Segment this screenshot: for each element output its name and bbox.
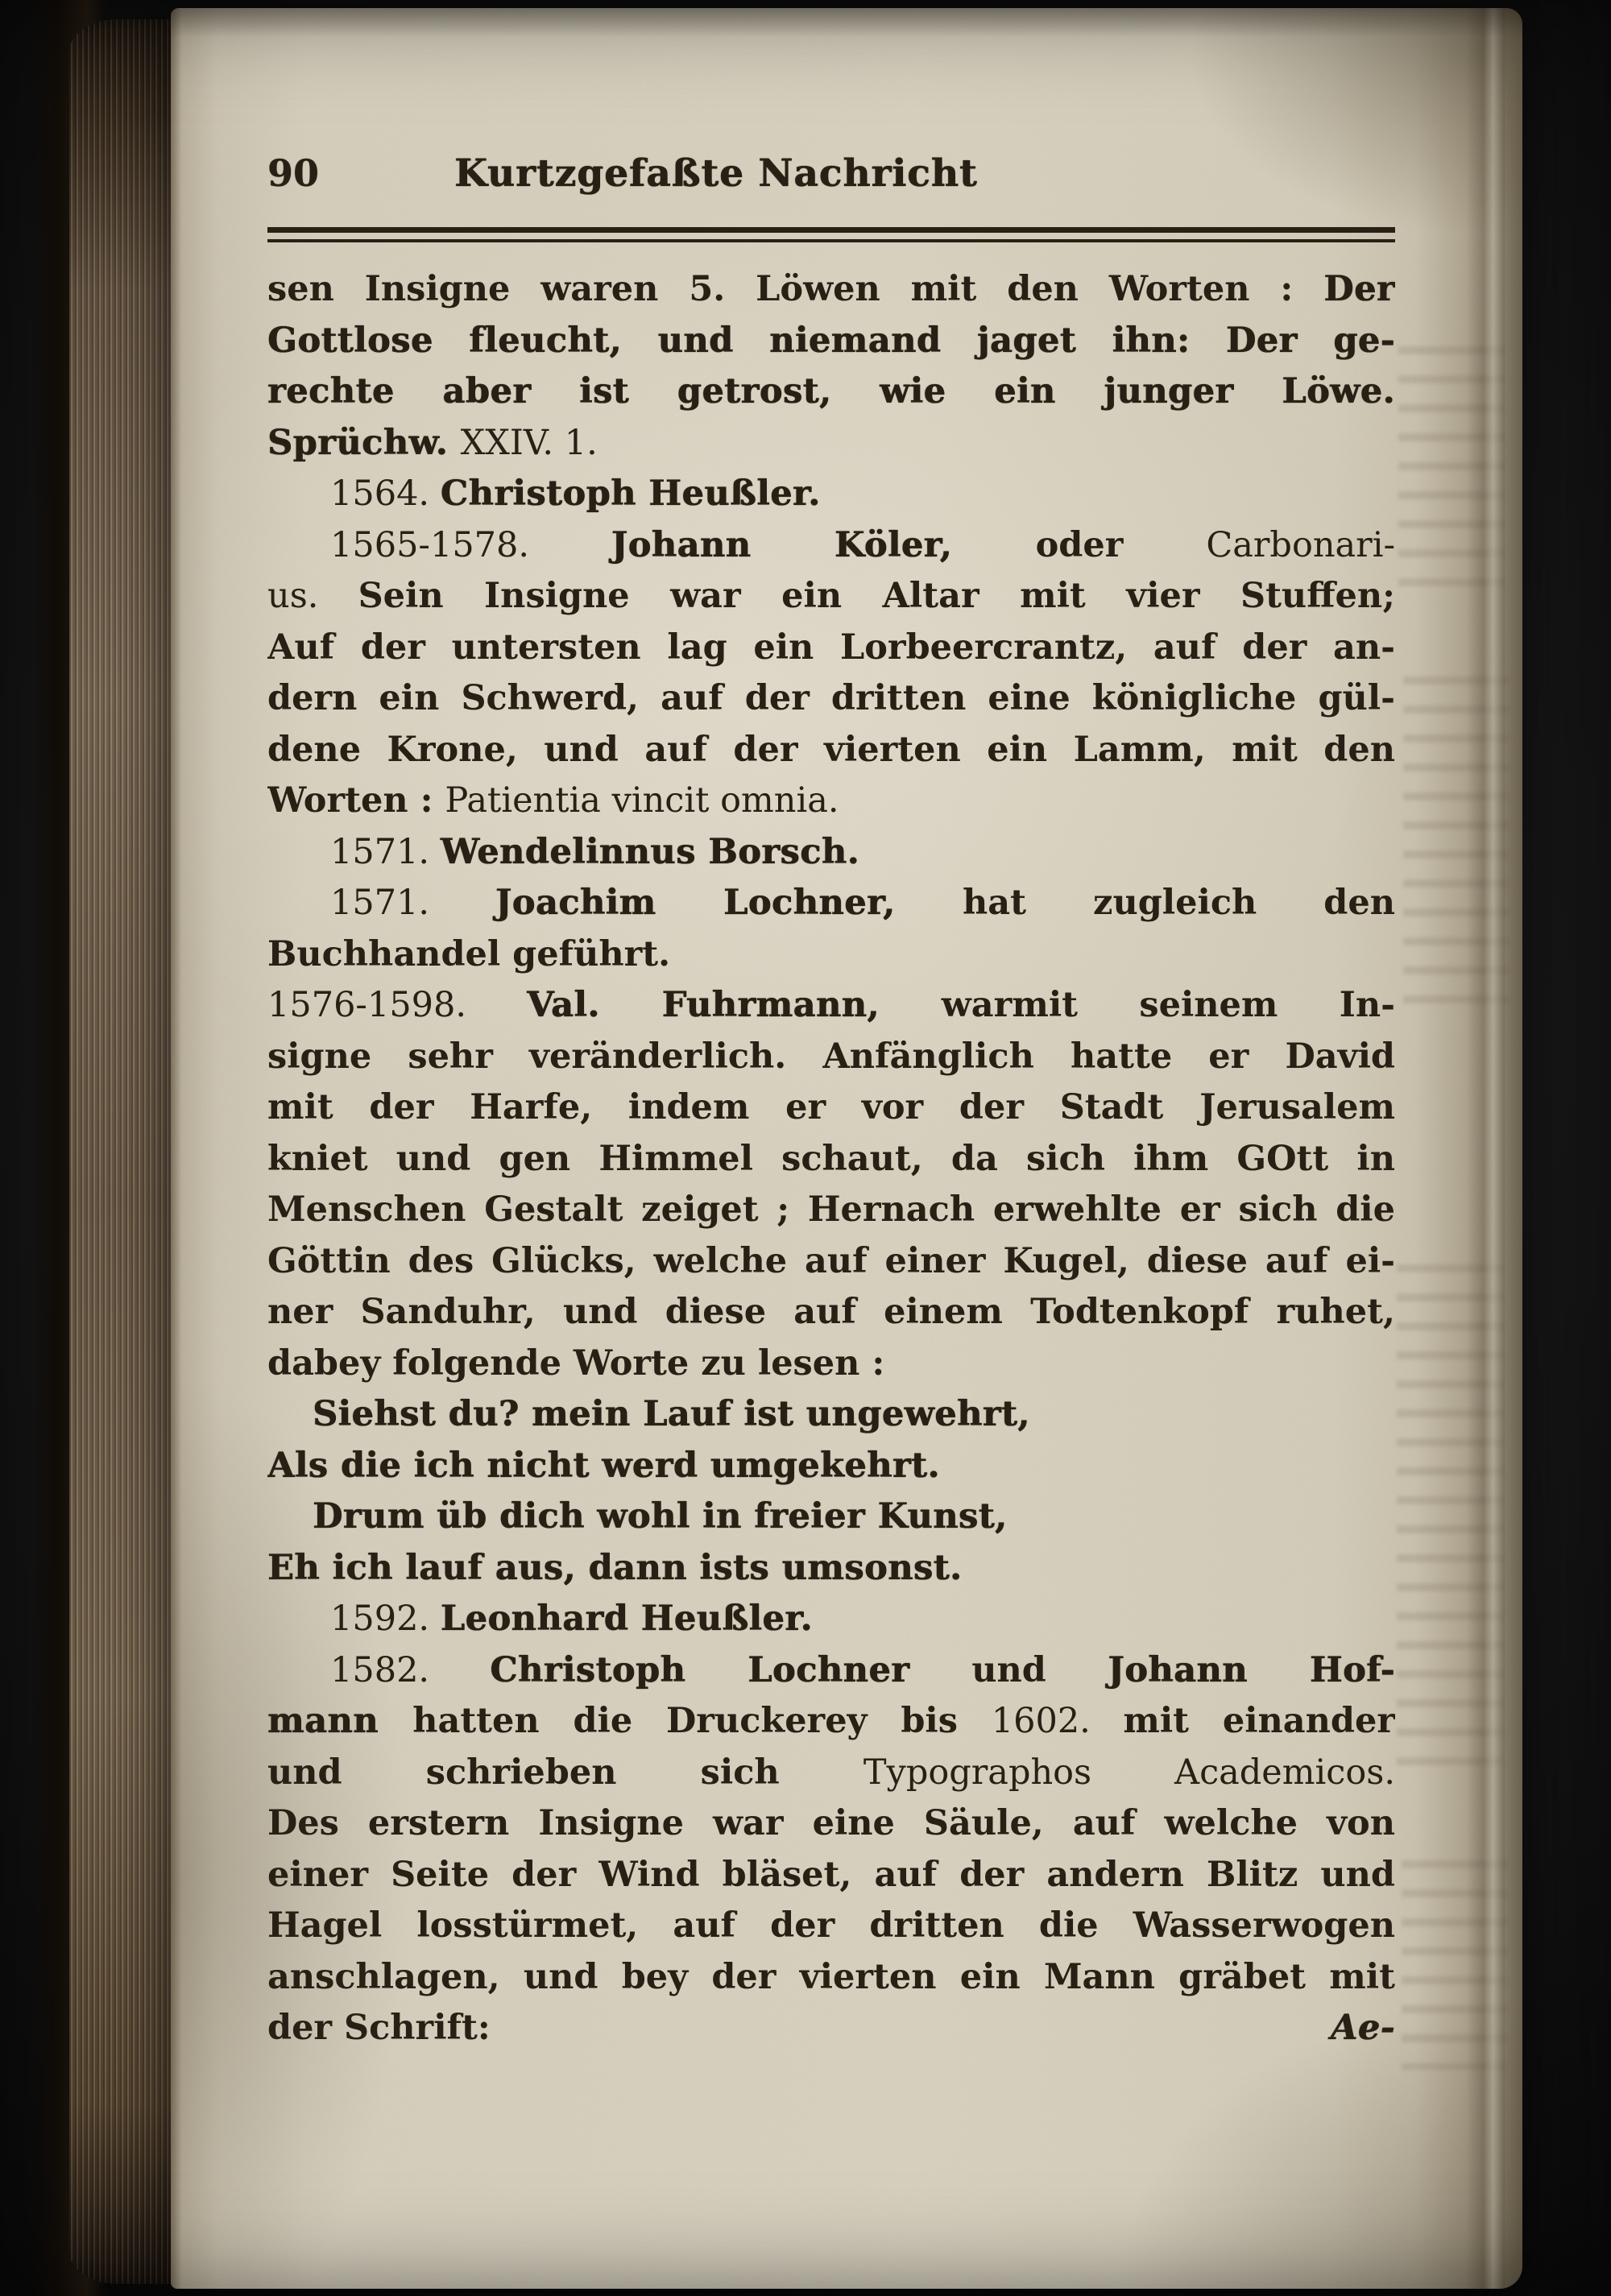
text-line	[267, 520, 1395, 572]
text-segment: Siehst du? mein Lauf ist ungewehrt,	[313, 1394, 1030, 1434]
text-segment: Sprüchw.	[267, 422, 461, 463]
text-segment: Patientia vincit omnia.	[445, 780, 839, 821]
text-line	[267, 418, 1395, 470]
text-segment: dene Krone, und auf der vierten ein Lamm, mit den	[267, 729, 1395, 770]
text-segment: Des erstern Insigne war eine Säule, auf welche von	[267, 1803, 1395, 1843]
text-segment: Joachim Lochner,	[495, 883, 963, 923]
text-segment: sen Insigne waren 5. Löwen mit den Worten :	[267, 269, 1324, 309]
text-segment: mit einander	[1123, 1701, 1395, 1741]
text-segment: 1592.	[330, 1599, 441, 1639]
text-segment: und schrieben sich	[267, 1752, 863, 1793]
text-line	[267, 1798, 1395, 1850]
text-line	[267, 469, 1395, 520]
text-line	[267, 1236, 1395, 1288]
text-segment: Christoph Heußler.	[440, 474, 821, 514]
text-line	[267, 1134, 1395, 1185]
text-segment: Wendelinnus Borsch.	[440, 831, 860, 872]
text-line	[267, 1185, 1395, 1236]
text-line	[267, 1594, 1395, 1645]
text-segment: Worten :	[267, 780, 445, 821]
text-segment: Sein Insigne war ein Altar mit vier Stuffen;	[358, 576, 1395, 616]
text-segment: mann	[267, 1701, 413, 1741]
text-segment: Göttin des Glücks, welche auf einer Kugel, diese auf ei-	[267, 1240, 1395, 1281]
text-segment: dabey folgende Worte zu lesen :	[267, 1342, 885, 1384]
text-line	[267, 1441, 1395, 1492]
text-line	[267, 878, 1395, 929]
text-line	[267, 827, 1395, 879]
text-segment: Eh ich lauf aus, dann ists umsonst.	[267, 1547, 963, 1588]
text-segment: Johann Köler,	[611, 524, 1036, 565]
text-line	[267, 1850, 1395, 1901]
book-page	[171, 8, 1522, 2289]
text-segment: 1582.	[330, 1649, 491, 1690]
text-segment: hat zugleich den	[963, 883, 1395, 923]
text-segment: Gottlose fleucht, und niemand jaget ihn: Der ge-	[267, 320, 1395, 361]
text-line	[267, 1287, 1395, 1338]
text-line	[267, 366, 1395, 418]
text-segment: mit der Harfe, indem er vor der Stadt Jerusalem	[267, 1087, 1395, 1127]
text-line	[267, 316, 1395, 367]
text-segment: der Schrift:	[267, 2008, 491, 2048]
running-header: Kurtzgefaßte Nachricht	[454, 151, 978, 196]
text-line	[267, 1543, 1395, 1595]
text-line	[267, 1645, 1395, 1697]
text-segment: kniet und gen Himmel schaut, da sich ihm GOtt in	[267, 1138, 1395, 1179]
text-segment: us.	[267, 576, 358, 616]
text-segment: dern ein Schwerd, auf der dritten eine königliche gül-	[267, 678, 1395, 718]
text-segment: oder	[1035, 524, 1207, 565]
text-segment: Leonhard Heußler.	[440, 1599, 813, 1639]
text-segment: 1571.	[330, 883, 495, 923]
text-segment: signe sehr veränderlich. Anfänglich hatte er David	[267, 1036, 1395, 1077]
text-line	[267, 725, 1395, 776]
page-number: 90	[267, 151, 320, 195]
text-segment: 1602.	[991, 1701, 1124, 1741]
page-header	[267, 151, 1395, 196]
text-line	[267, 1901, 1395, 1952]
text-segment: Hagel losstürmet, auf der dritten die Wasserwogen	[267, 1905, 1395, 1946]
text-line	[267, 1696, 1395, 1748]
text-segment: 1565-1578.	[330, 524, 611, 565]
text-line	[267, 1032, 1395, 1083]
catchword: Ae-	[1330, 2008, 1395, 2048]
text-line	[267, 1389, 1395, 1441]
text-line	[267, 1338, 1395, 1390]
text-segment: hatten die Druckerey bis	[412, 1701, 992, 1741]
text-line	[267, 264, 1395, 316]
text-segment: warmit seinem In-	[941, 985, 1395, 1025]
text-segment: ner Sanduhr, und diese auf einem Todtenkopf ruhet,	[267, 1292, 1395, 1332]
text-line	[267, 2003, 1395, 2054]
text-line	[267, 623, 1395, 674]
text-line	[267, 1491, 1395, 1543]
text-segment: anschlagen, und bey der vierten ein Mann gräbet mit	[267, 1956, 1395, 1997]
text-line	[267, 1082, 1395, 1134]
text-segment: Menschen Gestalt zeiget ; Hernach erwehlte er sich die	[267, 1189, 1395, 1230]
text-segment: 1564.	[330, 474, 441, 514]
text-line	[267, 1952, 1395, 2004]
text-line	[267, 929, 1395, 981]
text-segment: XXIV. 1.	[460, 422, 598, 463]
text-segment: Christoph Lochner	[490, 1649, 972, 1690]
text-segment: 1576-1598.	[267, 985, 528, 1025]
text-segment: Buchhandel geführt.	[267, 933, 671, 974]
text-segment: Als die ich nicht werd umgekehrt.	[267, 1445, 940, 1486]
text-segment: Carbonari-	[1206, 524, 1395, 565]
text-line	[267, 980, 1395, 1032]
text-line	[267, 776, 1395, 827]
text-segment: Auf der untersten lag ein Lorbeercrantz, auf der an-	[267, 627, 1395, 668]
text-line	[267, 571, 1395, 623]
text-segment: 1571.	[330, 831, 441, 872]
text-segment: Der	[1323, 269, 1395, 309]
text-line	[267, 673, 1395, 725]
text-segment: Drum üb dich wohl in freier Kunst,	[313, 1496, 1008, 1537]
text-segment: Typographos Academicos.	[863, 1752, 1395, 1793]
text-segment: und	[971, 1649, 1108, 1690]
text-segment: einer Seite der Wind bläset, auf der andern Blitz und	[267, 1854, 1395, 1895]
text-block	[267, 264, 1395, 2054]
text-line	[267, 1748, 1395, 1799]
page-fold-shadow	[1466, 8, 1505, 2289]
text-segment: Johann Hof-	[1108, 1649, 1395, 1690]
text-segment: Val. Fuhrmann,	[527, 985, 942, 1025]
text-segment: rechte aber ist getrost, wie ein junger Löwe.	[267, 371, 1395, 412]
header-double-rule	[267, 227, 1395, 242]
